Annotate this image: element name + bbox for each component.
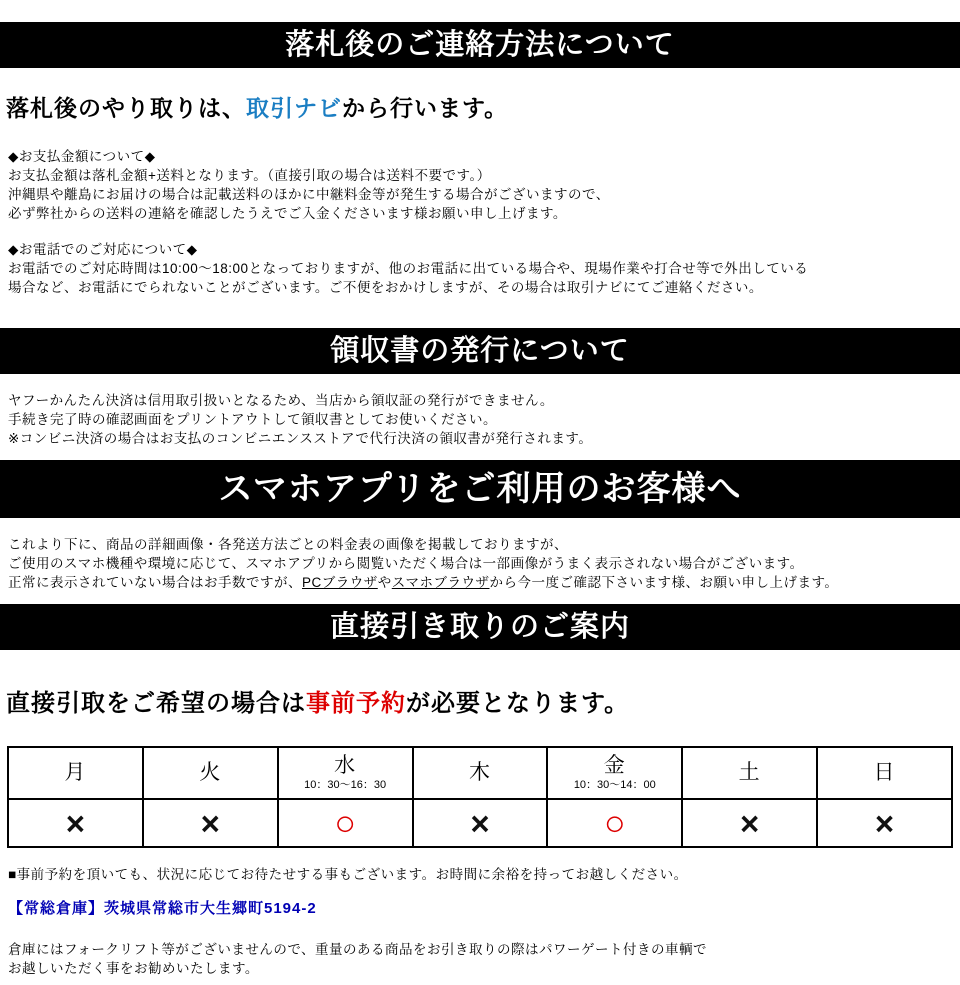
warehouse-line: お越しいただく事をお勧めいたします。 [8,961,259,976]
pickup-headline-post: が必要となります。 [406,690,630,717]
closed-x-mark: × [65,804,86,842]
phone-line: お電話でのご対応時間は10:00～18:00となっておりますが、他のお電話に出ている場合や、現場作業や打合せ等で外出している [8,261,809,276]
phone-paragraph [8,240,960,297]
day-label: 日 [873,761,896,784]
closed-x-mark: × [470,804,490,842]
smartphone-paragraph [8,535,960,592]
after-bid-headline [6,90,960,123]
schedule-day-header-0 [8,747,143,799]
day-label: 木 [468,761,491,784]
closed-x-mark: × [740,804,760,842]
smartphone-line [8,573,960,592]
smartphone-line3-mid: や [377,575,392,590]
schedule-mark-cell-0 [8,799,143,847]
payment-line: 沖縄県や離島にお届けの場合は記載送料のほかに中継料金等が発生する場合がございますので、 [8,187,610,202]
receipt-line: ※コンビニ決済の場合はお支払のコンビニエンスストアで代行決済の領収書が発行されます。 [8,431,593,446]
schedule-header-row [8,747,952,799]
smartphone-line: これより下に、商品の詳細画像・各発送方法ごとの料金表の画像を掲載しておりますが、 [8,537,568,552]
schedule-mark-cell-3 [413,799,548,847]
day-label: 月 [64,761,87,784]
schedule-mark-cell-2 [278,799,413,847]
banner-smartphone-app: スマホアプリをご利用のお客様へ [0,460,960,518]
smartphone-line: ご使用のスマホ機種や環境に応じて、スマホアプリから閲覧いただく場合は一部画像がうまく表示されない場合がございます。 [8,556,804,571]
schedule-mark-cell-1 [143,799,278,847]
payment-line: お支払金額は落札金額+送料となります。（直接引取の場合は送料不要です。） [8,168,491,183]
closed-x-mark: × [200,804,220,842]
after-bid-headline-pre: 落札後のやり取りは、 [6,95,246,121]
banner-after-bid-contact: 落札後のご連絡方法について [0,22,960,68]
receipt-line: ヤフーかんたん決済は信用取引扱いとなるため、当店から領収証の発行ができません。 [8,393,554,408]
closed-x-mark: × [874,804,895,842]
warehouse-paragraph [8,940,960,978]
payment-paragraph [8,147,960,223]
open-circle-mark: ○ [334,802,356,843]
schedule-day-header-3 [413,747,548,799]
warehouse-line: 倉庫にはフォークリフト等がございませんので、重量のある商品をお引き取りの際はパワーゲート付きの車輌で [8,942,708,957]
day-label: 土 [738,761,761,784]
schedule-mark-row [8,799,952,847]
payment-title: ◆お支払金額について◆ [8,149,156,164]
transaction-navi-text: 取引ナビ [246,95,342,121]
after-bid-headline-post: から行います。 [342,95,509,121]
banner-receipt: 領収書の発行について [0,328,960,374]
schedule-day-header-2 [278,747,413,799]
reservation-note: ■事前予約を頂いても、状況に応じてお待たせする事もございます。お時間に余裕を持ってお越しください。 [8,867,688,882]
day-label: 火 [199,761,222,784]
schedule-day-header-5 [682,747,817,799]
day-label: 金 [603,754,626,777]
schedule-day-header-4 [547,747,682,799]
smartphone-line3-pre: 正常に表示されていない場合はお手数ですが、 [8,575,302,590]
schedule-mark-cell-5 [682,799,817,847]
smartphone-browser-underlined-text: スマホブラウザ [391,575,490,590]
schedule-mark-cell-6 [817,799,952,847]
warehouse-address: 【常総倉庫】茨城県常総市大生郷町5194-2 [8,900,317,917]
schedule-day-header-1 [143,747,278,799]
schedule-mark-cell-4 [547,799,682,847]
open-circle-mark: ○ [603,802,626,843]
day-time-range: 10：30～16：30 [304,779,387,791]
advance-reservation-text: 事前予約 [306,690,406,717]
pickup-headline-pre: 直接引取をご希望の場合は [6,690,306,717]
smartphone-line3-post: から今一度ご確認下さいます様、お願い申し上げます。 [489,575,839,590]
day-label: 水 [334,754,357,777]
pickup-headline [6,683,960,718]
banner-direct-pickup: 直接引き取りのご案内 [0,604,960,650]
payment-line: 必ず弊社からの送料の連絡を確認したうえでご入金くださいます様お願い申し上げます。 [8,206,567,221]
receipt-paragraph [8,391,960,448]
day-time-range: 10：30～14：00 [573,779,656,791]
receipt-line: 手続き完了時の確認画面をプリントアウトして領収書としてお使いください。 [8,412,498,427]
phone-title: ◆お電話でのご対応について◆ [8,242,198,257]
schedule-day-header-6 [817,747,952,799]
pickup-schedule-table [7,746,953,848]
pc-browser-underlined-text: PCブラウザ [302,575,378,590]
phone-line: 場合など、お電話にでられないことがございます。ご不便をおかけしますが、その場合は取引ナビにてご連絡ください。 [8,280,763,295]
